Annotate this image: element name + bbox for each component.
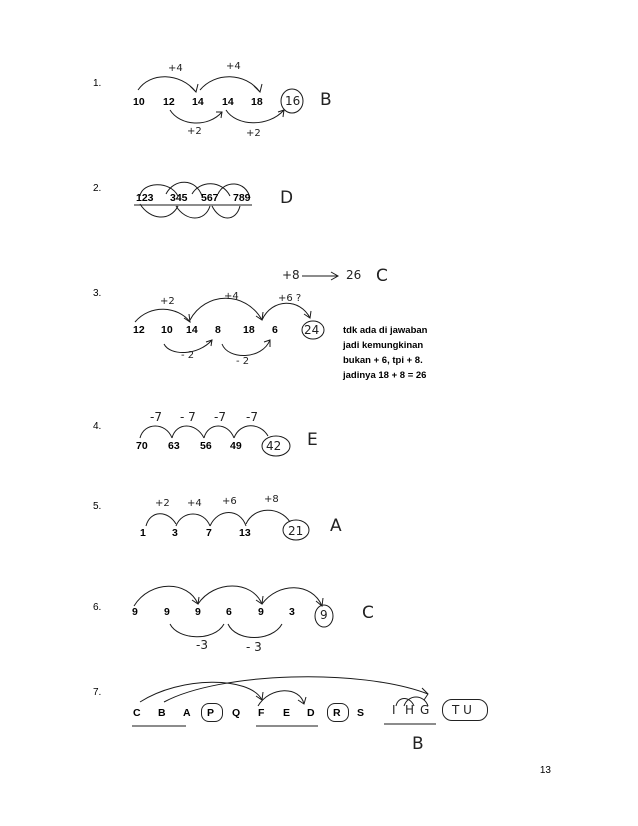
handwritten-answer: 24 bbox=[304, 323, 320, 337]
answer-choice: C bbox=[362, 603, 374, 623]
question-number: 1. bbox=[93, 78, 102, 89]
letter: D bbox=[307, 707, 315, 719]
note-line: bukan + 6, tpi + 8. bbox=[343, 355, 423, 366]
handwritten-letter: H bbox=[405, 703, 415, 717]
sequence-term: 10 bbox=[133, 96, 145, 108]
note-line: tdk ada di jawaban bbox=[343, 325, 428, 336]
arc-label: -3 bbox=[196, 638, 208, 652]
number-group: 345 bbox=[170, 192, 188, 204]
number-group: 123 bbox=[136, 192, 154, 204]
sequence-term: 18 bbox=[251, 96, 263, 108]
sequence-term: 3 bbox=[172, 527, 178, 539]
sequence-term: 13 bbox=[239, 527, 251, 539]
question-number: 2. bbox=[93, 183, 102, 194]
answer-choice: C bbox=[376, 266, 388, 286]
answer-choice: A bbox=[330, 516, 342, 536]
arc-label: +4 bbox=[224, 291, 239, 302]
handwritten-answer: 9 bbox=[320, 608, 328, 622]
arc-label: +4 bbox=[226, 61, 241, 72]
note-line: jadinya 18 + 8 = 26 bbox=[343, 370, 427, 381]
arc-label: +8 bbox=[264, 494, 279, 505]
arc-label: -7 bbox=[214, 410, 226, 424]
handwritten-letter: I bbox=[392, 703, 396, 717]
sequence-term: 12 bbox=[163, 96, 175, 108]
answer-choice: D bbox=[280, 188, 294, 208]
arc-label: +2 bbox=[246, 128, 261, 139]
handwritten-answer: 21 bbox=[288, 524, 304, 538]
arc-label: +4 bbox=[187, 498, 202, 509]
arc-label: -7 bbox=[150, 410, 162, 424]
arc-label: +6 ? bbox=[278, 293, 302, 304]
arc-label: - 7 bbox=[180, 410, 196, 424]
letter: E bbox=[283, 707, 291, 719]
question-number: 3. bbox=[93, 288, 102, 299]
number-group: 789 bbox=[233, 192, 251, 204]
sequence-term: 14 bbox=[186, 324, 198, 336]
answer-choice: E bbox=[307, 430, 318, 450]
sequence-term: 12 bbox=[133, 324, 145, 336]
arc-label: +2 bbox=[187, 126, 202, 137]
letter: B bbox=[158, 707, 166, 719]
arc-label: - 3 bbox=[246, 640, 262, 654]
arc-label: +6 bbox=[222, 496, 237, 507]
question-number: 4. bbox=[93, 421, 102, 432]
sequence-term: 9 bbox=[195, 606, 201, 618]
sequence-term: 49 bbox=[230, 440, 242, 452]
arc-label: - 2 bbox=[181, 350, 195, 361]
handwritten-answer: 42 bbox=[266, 439, 282, 453]
arc-label: +2 bbox=[155, 498, 170, 509]
handwritten-answer: 26 bbox=[346, 268, 362, 282]
handwritten-letter: G bbox=[420, 703, 430, 717]
handwritten-answer: T U bbox=[452, 703, 472, 717]
letter: Q bbox=[232, 707, 241, 719]
arc-label: +2 bbox=[160, 296, 175, 307]
letter: P bbox=[207, 707, 215, 719]
sequence-term: 6 bbox=[226, 606, 232, 618]
page-number: 13 bbox=[539, 765, 551, 776]
letter: F bbox=[258, 707, 265, 719]
note-line: jadi kemungkinan bbox=[343, 340, 424, 351]
arc-label: +4 bbox=[168, 63, 183, 74]
sequence-term: 14 bbox=[192, 96, 204, 108]
letter: A bbox=[183, 707, 191, 719]
sequence-term: 14 bbox=[222, 96, 234, 108]
sequence-term: 70 bbox=[136, 440, 148, 452]
arc-label: -7 bbox=[246, 410, 258, 424]
sequence-term: 10 bbox=[161, 324, 173, 336]
number-group: 567 bbox=[201, 192, 219, 204]
sequence-term: 63 bbox=[168, 440, 180, 452]
letter: C bbox=[133, 707, 141, 719]
sequence-term: 56 bbox=[200, 440, 212, 452]
arc-label: +8 bbox=[282, 268, 300, 282]
sequence-term: 3 bbox=[289, 606, 295, 618]
question-number: 7. bbox=[93, 687, 102, 698]
note-text bbox=[343, 323, 427, 383]
answer-choice: B bbox=[320, 90, 332, 110]
sequence-term: 9 bbox=[258, 606, 264, 618]
sequence-term: 1 bbox=[140, 527, 146, 539]
sequence-term: 8 bbox=[215, 324, 221, 336]
sequence-term: 9 bbox=[132, 606, 138, 618]
sequence-term: 18 bbox=[243, 324, 255, 336]
handwritten-answer: 16 bbox=[285, 94, 301, 108]
question-number: 6. bbox=[93, 602, 102, 613]
sequence-term: 6 bbox=[272, 324, 278, 336]
letter: S bbox=[357, 707, 365, 719]
sequence-term: 9 bbox=[164, 606, 170, 618]
letter: R bbox=[333, 707, 341, 719]
arc-label: - 2 bbox=[236, 356, 250, 367]
sequence-term: 7 bbox=[206, 527, 212, 539]
answer-choice: B bbox=[412, 734, 424, 754]
question-number: 5. bbox=[93, 501, 102, 512]
